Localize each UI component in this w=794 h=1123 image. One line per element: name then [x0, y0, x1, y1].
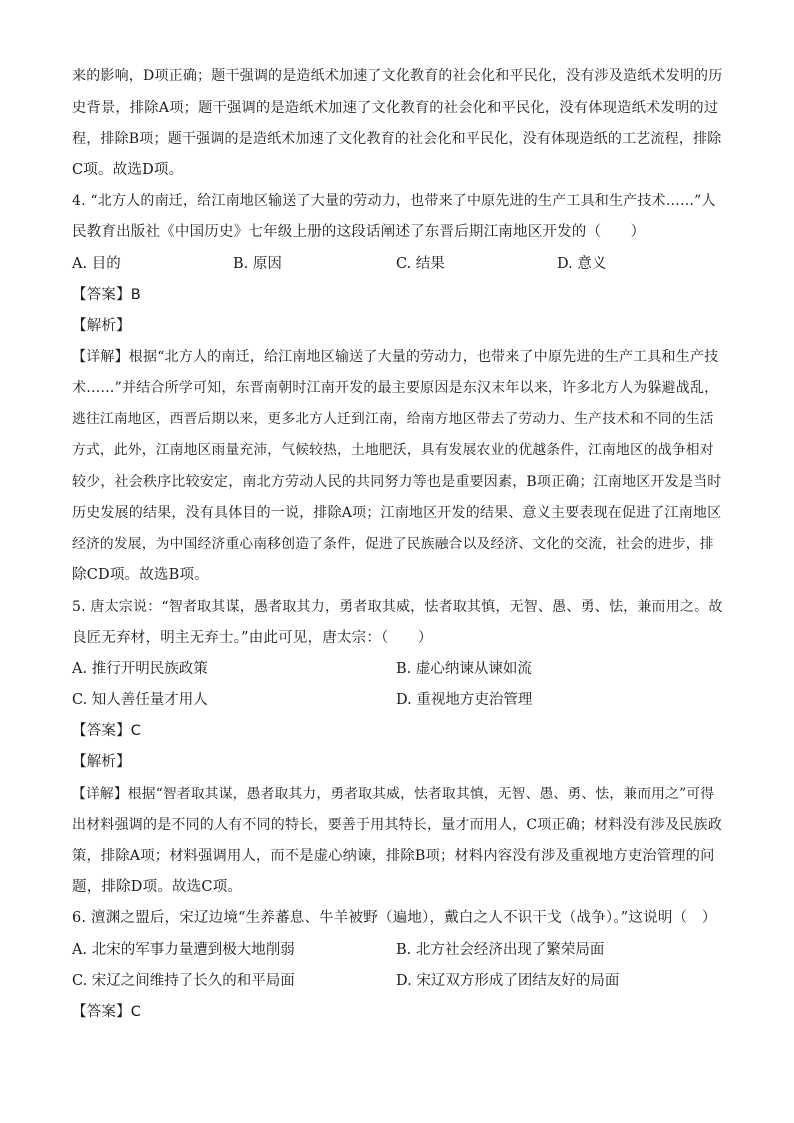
- question-stem: 6. 澶渊之盟后，宋辽边境“生养蕃息、牛羊被野（遍地），戴白之人不识干戈（战争）。”这说明（ ）: [72, 910, 717, 926]
- paragraph-line: 史背景，排除A项；题干强调的是造纸术加速了文化教育的社会化和平民化，没有体现造纸术发明的过: [72, 100, 719, 116]
- answer-label: 【答案】B: [72, 287, 141, 303]
- detail-line: 经济的发展，为中国经济重心南移创造了条件，促进了民族融合以及经济、文化的交流，社会的进步，排: [72, 536, 714, 552]
- detail-line: 除CD项。故选B项。: [72, 567, 209, 583]
- question-stem: 4. “北方人的南迁，给江南地区输送了大量的劳动力，也带来了中原先进的生产工具和生产技术……”人: [72, 193, 716, 209]
- detail-line: 策，排除A项；材料强调用人，而不是虚心纳谏，排除B项；材料内容没有涉及重视地方吏治管理的问: [72, 848, 715, 864]
- option-c: C. 宋辽之间维持了长久的和平局面: [72, 973, 295, 989]
- option-c: C. 结果: [396, 256, 445, 272]
- paragraph-line: 来的影响，D项正确；题干强调的是造纸术加速了文化教育的社会化和平民化，没有涉及造纸术发明的历: [72, 68, 723, 84]
- paragraph-line: 程，排除B项；题干强调的是造纸术加速了文化教育的社会化和平民化，没有体现造纸的工艺流程，排除: [72, 131, 722, 147]
- option-d: D. 宋辽双方形成了团结友好的局面: [396, 973, 620, 989]
- question-stem: 良匠无弃材，明主无弃士。”由此可见，唐太宗：（ ）: [72, 630, 433, 646]
- option-b: B. 北方社会经济出现了繁荣局面: [396, 942, 605, 958]
- detail-line: 较少，社会秩序比较安定，南北方劳动人民的共同努力等也是重要因素，B项正确；江南地区开发是当时: [72, 474, 722, 490]
- analysis-label: 【解析】: [72, 754, 131, 770]
- option-b: B. 原因: [233, 256, 282, 272]
- detail-line: 术……”并结合所学可知，东晋南朝时江南开发的最主要原因是东汉末年以来，许多北方人为躲避战乱，: [72, 380, 719, 396]
- answer-label: 【答案】C: [72, 723, 142, 739]
- detail-line: 【详解】根据“北方人的南迁，给江南地区输送了大量的劳动力，也带来了中原先进的生产工具和生产技: [72, 349, 719, 365]
- option-d: D. 意义: [557, 256, 607, 272]
- question-stem: 5. 唐太宗说：“智者取其谋，愚者取其力，勇者取其威，怯者取其慎，无智、愚、勇、怯，兼而用之。故: [72, 599, 723, 615]
- detail-line: 方式，此外，江南地区雨量充沛，气候较热，土地肥沃，具有发展农业的优越条件，江南地区的战争相对: [72, 442, 714, 458]
- detail-line: 【详解】根据“智者取其谋，愚者取其力，勇者取其威，怯者取其慎，无智、愚、勇、怯，兼而用之”可得: [72, 786, 715, 802]
- analysis-label: 【解析】: [72, 318, 131, 334]
- question-stem: 民教育出版社《中国历史》七年级上册的这段话阐述了东晋后期江南地区开发的（ ）: [72, 224, 646, 240]
- detail-line: 逃往江南地区，西晋后期以来，更多北方人迁到江南，给南方地区带去了劳动力、生产技术和不同的生活: [72, 411, 714, 427]
- option-c: C. 知人善任量才用人: [72, 692, 208, 708]
- detail-line: 题，排除D项。故选C项。: [72, 879, 243, 895]
- detail-line: 出材料强调的是不同的人有不同的特长，要善于用其特长，量才而用人，C项正确；材料没有涉及民族政: [72, 817, 722, 833]
- answer-label: 【答案】C: [72, 1004, 142, 1020]
- paragraph-line: C项。故选D项。: [72, 162, 184, 178]
- option-b: B. 虚心纳谏从谏如流: [396, 661, 532, 677]
- option-a: A. 北宋的军事力量遭到极大地削弱: [72, 942, 295, 958]
- option-a: A. 推行开明民族政策: [72, 661, 208, 677]
- detail-line: 历史发展的结果，没有具体目的一说，排除A项；江南地区开发的结果、意义主要表现在促进了江南地区: [72, 505, 722, 521]
- option-a: A. 目的: [72, 256, 121, 272]
- option-d: D. 重视地方吏治管理: [396, 692, 533, 708]
